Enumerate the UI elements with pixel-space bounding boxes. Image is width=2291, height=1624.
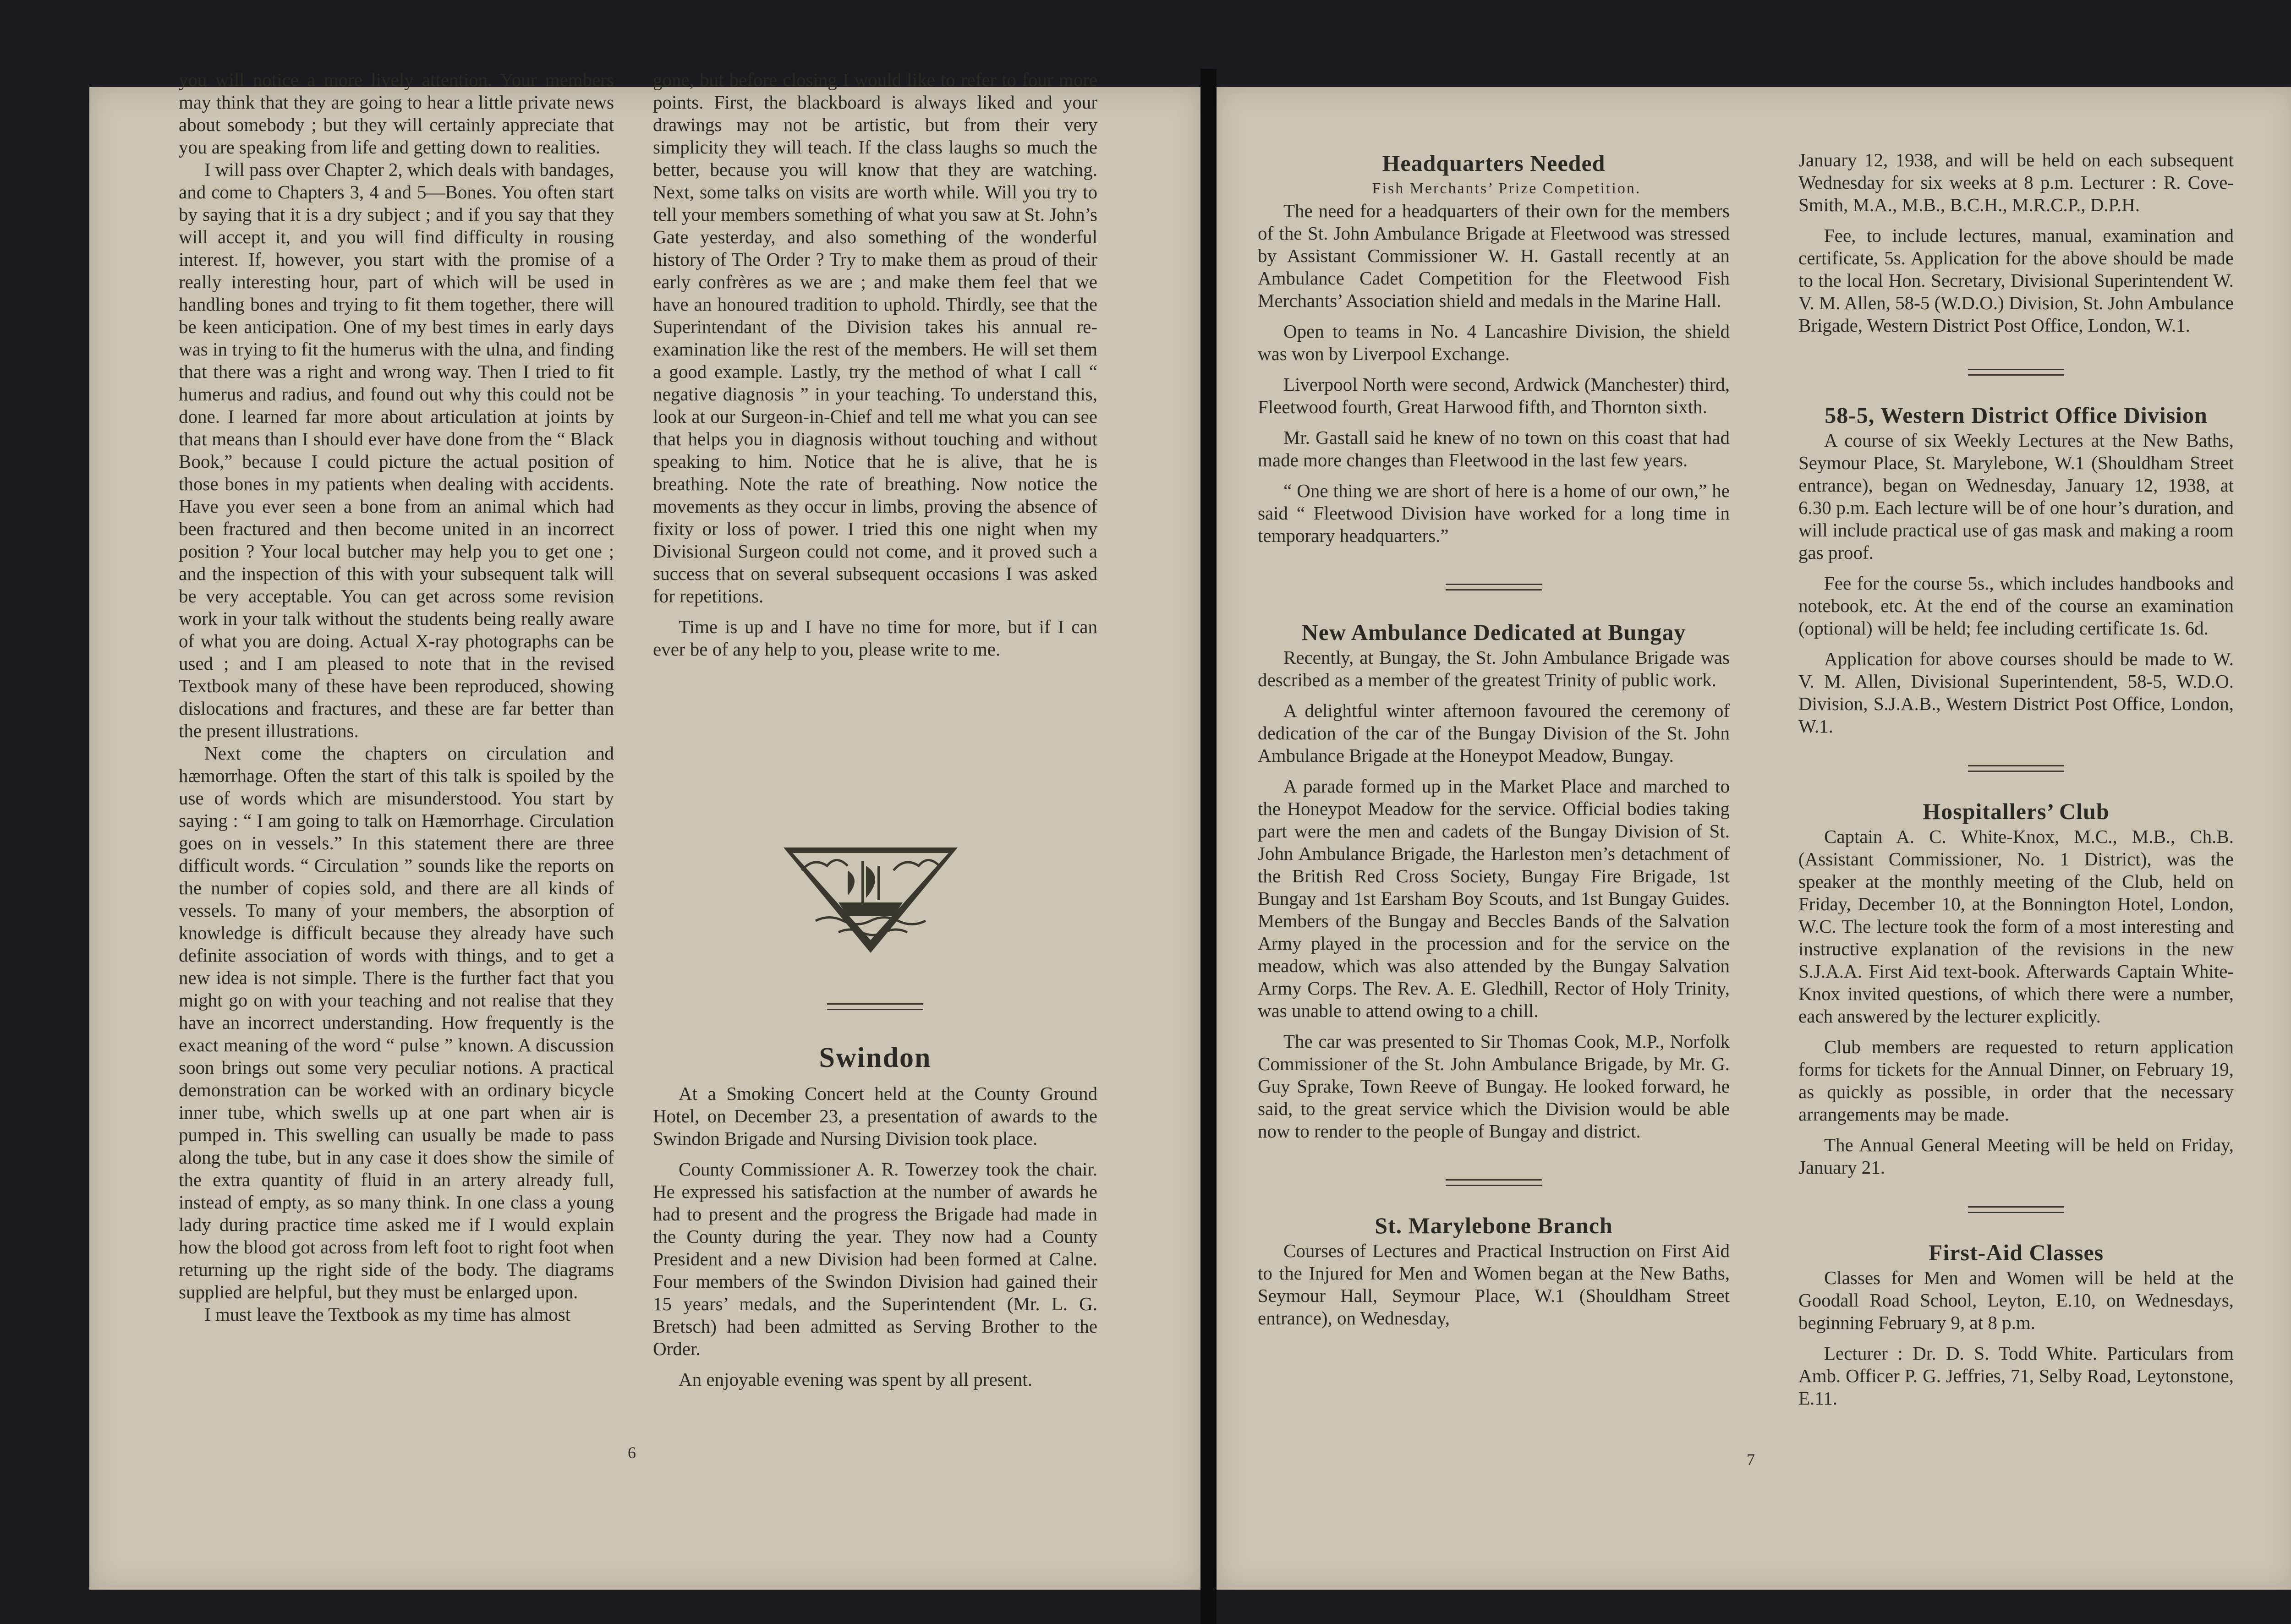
- right-column-1: [1258, 69, 1730, 1329]
- divider: [1968, 369, 2064, 376]
- paragraph: Time is up and I have no time for more, but if I can ever be of any help to you, please write to me.: [653, 616, 1097, 660]
- paragraph: Application for above courses should be made to W. V. M. Allen, Divisional Superintendent, 58-5, W.D.O. Division, S.J.A.B., Western District Post Office, London, W.1.: [1798, 648, 2234, 737]
- paragraph: The car was presented to Sir Thomas Cook, M.P., Norfolk Commissioner of the St. John Ambulance Brigade, by Mr. G. Guy Sprake, Town Reeve of Bungay. He looked forward, he said, to the great service which the Division would be able now to render to the people of Bungay and district.: [1258, 1031, 1730, 1142]
- ship-emblem-icon: [774, 838, 967, 957]
- right-column-2: [1798, 69, 2234, 1410]
- paragraph: Next come the chapters on circulation and hæmorrhage. Often the start of this talk is spoiled by the use of words which are misunderstood. You start by saying : “ I am going to talk on Hæmorrhage. Circulation goes on in vessels.” In this statement there are three difficult words. “ Circulation ” sounds like the reports on the number of copies sold, and there are all kinds of vessels. To many of your members, the absorption of knowledge is difficult because they already have such definite association of words with things, and to get a new idea is not simple. There is the further fact that you might go on with your teaching and not realise that they have an incorrect understanding. How frequently is the exact meaning of the word “ pulse ” known. A discussion soon brings out some very peculiar notions. A practical demonstration can be worked with an ordinary bicycle inner tube, which swells up at one part when air is pumped in. This swelling can usually be made to pass along the tube, but in any case it does show the simile of the extra quantity of fluid in an artery already full, instead of empty, as so many think. In one class a young lady during practice time asked me if I would explain how the blood got across from left foot to right foot when returning up the right side of the body. The diagrams supplied are helpful, but they must be enlarged upon.: [179, 743, 614, 1302]
- section-subtitle: Fish Merchants’ Prize Competition.: [1372, 180, 1641, 197]
- section-title-headquarters: Headquarters Needed: [1382, 150, 1606, 176]
- paragraph: Fee for the course 5s., which includes handbooks and notebook, etc. At the end of the course an examination (optional) will be held; fee including certificate 1s. 6d.: [1798, 573, 2234, 639]
- page-number-left: 6: [628, 1444, 636, 1462]
- paragraph: Courses of Lectures and Practical Instruction on First Aid to the Injured for Men and Women began at the New Baths, Seymour Hall, Seymour Place, W.1 (Shouldham Street entrance), on Wednesday,: [1258, 1240, 1730, 1329]
- section-title-firstaid: First-Aid Classes: [1928, 1240, 2104, 1265]
- divider: [1968, 1206, 2064, 1213]
- divider: [1968, 765, 2064, 772]
- page-number-right: 7: [1747, 1450, 1755, 1469]
- paragraph: A parade formed up in the Market Place and marched to the Honeypot Meadow for the service. Official bodies taking part were the men and cadets of the Bungay Division of St. John Ambulance Brigade, the Harleston men’s detachment of the British Red Cross Society, Bungay Fire Brigade, 1st Bungay and 1st Earsham Boy Scouts, and 1st Bungay Guides. Members of the Bungay and Beccles Bands of the Salvation Army played in the procession and for the service on the meadow, which was also attended by the Bungay Salvation Army Corps. The Rev. A. E. Gledhill, Rector of Holy Trinity, was unable to attend owing to a chill.: [1258, 776, 1730, 1021]
- paragraph: At a Smoking Concert held at the County Ground Hotel, on December 23, a presentation of awards to the Swindon Brigade and Nursing Division took place.: [653, 1083, 1097, 1149]
- paragraph: Fee, to include lectures, manual, examination and certificate, 5s. Application for the above should be made to the local Hon. Secretary, Divisional Superintendent W. V. M. Allen, 58-5 (W.D.O.) Division, St. John Ambulance Brigade, Western District Post Office, London, W.1.: [1798, 225, 2234, 336]
- paragraph: Classes for Men and Women will be held at the Goodall Road School, Leyton, E.10, on Wednesdays, beginning February 9, at 8 p.m.: [1798, 1267, 2234, 1333]
- paragraph: Recently, at Bungay, the St. John Ambulance Brigade was described as a member of the greatest Trinity of public work.: [1258, 647, 1730, 690]
- paragraph: Captain A. C. White-Knox, M.C., M.B., Ch.B. (Assistant Commissioner, No. 1 District), was the speaker at the monthly meeting of the Club, held on Friday, December 10, at the Bonnington Hotel, London, W.C. The lecture took the form of a most interesting and instructive explanation of the revisions in the new S.J.A.A. First Aid text-book. Afterwards Captain White-Knox invited questions, of which there were a number, each answered by the lecturer explicitly.: [1798, 826, 2234, 1027]
- paragraph: A course of six Weekly Lectures at the New Baths, Seymour Place, St. Marylebone, W.1 (Shouldham Street entrance), began on Wednesday, January 12, 1938, at 6.30 p.m. Each lecture will be of one hour’s duration, and will include practical use of gas mask and making a room gas proof.: [1798, 430, 2234, 563]
- divider: [827, 1003, 923, 1010]
- paragraph: January 12, 1938, and will be held on each subsequent Wednesday for six weeks at 8 p.m. Lecturer : R. Cove-Smith, M.A., M.B., B.C.H., M.R.C.P., D.P.H.: [1798, 149, 2234, 215]
- paragraph: gone, but before closing I would like to refer to four more points. First, the blackboard is always liked and your drawings may not be artistic, but from their very simplicity they will teach. If the class laughs so much the better, because you will know that they are watching. Next, some talks on visits are worth while. Will you try to tell your members something of what you saw at St. John’s Gate yesterday, and also something of the wonderful history of The Order ? Try to make them as proud of their early confrères as we are ; and make them feel that we have an honoured tradition to uphold. Thirdly, see that the Superintendant of the Division takes his annual re-examination like the rest of the members. He will set them a good example. Lastly, try the method of what I call “ negative diagnosis ” in your teaching. To understand this, look at our Surgeon-in-Chief and tell me what you can see that helps you in diagnosis without touching and without speaking to him. Notice that he is alive, that he is breathing. Note the rate of breathing. Now notice the movements as they occur in limbs, proving the absence of fixity or loss of power. I tried this one night when my Divisional Surgeon could not come, and it proved such a success that on several subsequent occasions I was asked for repetitions.: [653, 69, 1097, 607]
- divider: [1446, 584, 1542, 591]
- paragraph: An enjoyable evening was spent by all present.: [679, 1369, 1032, 1390]
- section-title-swindon: Swindon: [819, 1042, 932, 1073]
- left-column-2: [653, 69, 1097, 661]
- section-title-western: 58-5, Western District Office Division: [1825, 402, 2208, 428]
- paragraph: “ One thing we are short of here is a home of our own,” he said “ Fleetwood Division have worked for a long time in temporary headquarters.”: [1258, 480, 1730, 546]
- section-title-hospitallers: Hospitallers’ Club: [1923, 798, 2110, 824]
- swindon-section: [653, 1003, 1097, 1391]
- paragraph: I must leave the Textbook as my time has almost: [204, 1304, 571, 1325]
- section-title-marylebone: St. Marylebone Branch: [1375, 1213, 1613, 1238]
- paragraph: The need for a headquarters of their own for the members of the St. John Ambulance Brigade at Fleetwood was stressed by Assistant Commissioner W. H. Gastall recently at an Ambulance Cadet Competition for the Fleetwood Fish Merchants’ Association shield and medals in the Marine Hall.: [1258, 200, 1730, 311]
- paragraph: you will notice a more lively attention. Your members may think that they are going to hear a little private news about somebody ; but they will certainly appreciate that you are speaking from life and getting down to realities.: [179, 69, 614, 158]
- paragraph: Club members are requested to return application forms for tickets for the Annual Dinner, on February 19, as quickly as possible, in order that the necessary arrangements may be made.: [1798, 1036, 2234, 1125]
- divider: [1446, 1179, 1542, 1186]
- paragraph: Mr. Gastall said he knew of no town on this coast that had made more changes than Fleetwood in the last few years.: [1258, 427, 1730, 470]
- paragraph: A delightful winter afternoon favoured the ceremony of dedication of the car of the Bungay Division of the St. John Ambulance Brigade at the Honeypot Meadow, Bungay.: [1258, 700, 1730, 766]
- paragraph: I will pass over Chapter 2, which deals with bandages, and come to Chapters 3, 4 and 5—Bones. You often start by saying that it is a dry subject ; and if you say that they will accept it, and you will find difficulty in rousing interest. If, however, you start with the promise of a really interesting hour, part of which will be used in handling bones and trying to fit them together, there will be keen anticipation. One of my best times in early days was in trying to fit the humerus with the ulna, and finding that there was a right and wrong way. Then I tried to fit humerus and radius, and found out why this could not be done. I learned far more about articulation at joints by that means than I should ever have done from the “ Black Book,” because I could picture the actual position of those bones in my patients when dealing with accidents. Have you ever seen a bone from an animal which had been fractured and then become united in an incorrect position ? Your local butcher may help you to get one ; and the inspection of this with your subsequent talk will be very acceptable. You can get across some revision work in your talk without the students being really aware of what you are doing. Actual X-ray photographs can be used ; and I am pleased to note that in the revised Textbook many of these have been reproduced, showing dislocations and fractures, and these are far better than the present illustrations.: [179, 159, 614, 741]
- paragraph: The Annual General Meeting will be held on Friday, January 21.: [1798, 1134, 2234, 1178]
- left-column-1: [179, 69, 614, 1326]
- paragraph: County Commissioner A. R. Towerzey took the chair. He expressed his satisfaction at the number of awards he had to present and the progress the Brigade had made in the County during the year. They now had a County President and a new Division had been formed at Calne. Four members of the Swindon Division had gained their 15 years’ medals, and the Superintendent (Mr. L. G. Bretsch) had been admitted as Serving Brother to the Order.: [653, 1159, 1097, 1359]
- book-spine: [1200, 69, 1217, 1624]
- section-title-bungay: New Ambulance Dedicated at Bungay: [1301, 619, 1686, 645]
- paragraph: Lecturer : Dr. D. S. Todd White. Particulars from Amb. Officer P. G. Jeffries, 71, Selby Road, Leytonstone, E.11.: [1798, 1343, 2234, 1409]
- paragraph: Open to teams in No. 4 Lancashire Division, the shield was won by Liverpool Exchange.: [1258, 321, 1730, 364]
- paragraph: Liverpool North were second, Ardwick (Manchester) third, Fleetwood fourth, Great Harwood fifth, and Thornton sixth.: [1258, 374, 1730, 417]
